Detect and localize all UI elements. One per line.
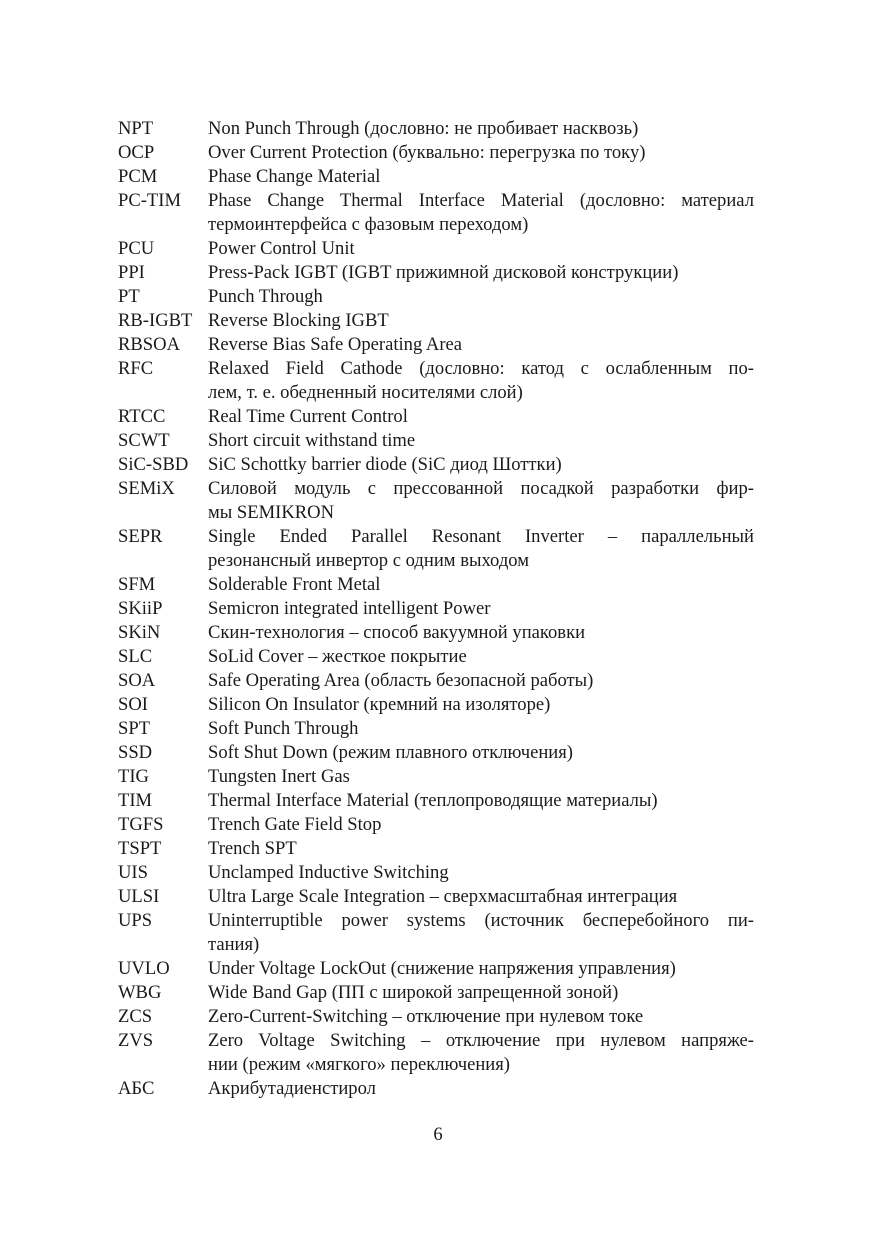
abbreviation-definition bbox=[208, 237, 754, 261]
abbreviation-term: SiC-SBD bbox=[118, 454, 189, 475]
abbreviation-entry bbox=[118, 1077, 754, 1101]
abbreviation-definition bbox=[208, 477, 754, 525]
definition-line: Uninterruptible power systems (источник бесперебойного пи- bbox=[208, 910, 754, 931]
abbreviation-definition bbox=[208, 165, 754, 189]
abbreviation-definition bbox=[208, 837, 754, 861]
definition-line: Trench Gate Field Stop bbox=[208, 814, 382, 835]
definition-line: Tungsten Inert Gas bbox=[208, 766, 350, 787]
abbreviation-entry bbox=[118, 861, 754, 885]
definition-line: термоинтерфейса с фазовым переходом) bbox=[208, 214, 529, 235]
definition-line: SoLid Cover – жесткое покрытие bbox=[208, 646, 467, 667]
definition-line: Short circuit withstand time bbox=[208, 430, 416, 451]
abbreviation-term: ZVS bbox=[118, 1030, 154, 1051]
definition-line: Solderable Front Metal bbox=[208, 574, 381, 595]
abbreviation-definition bbox=[208, 333, 754, 357]
definition-line: Thermal Interface Material (теплопроводящие материалы) bbox=[208, 790, 658, 811]
definition-line: Zero-Current-Switching – отключение при нулевом токе bbox=[208, 1006, 644, 1027]
abbreviation-definition bbox=[208, 573, 754, 597]
abbreviation-definition bbox=[208, 597, 754, 621]
abbreviation-entry bbox=[118, 429, 754, 453]
abbreviation-definition bbox=[208, 885, 754, 909]
abbreviation-entry bbox=[118, 285, 754, 309]
definition-line: Reverse Blocking IGBT bbox=[208, 310, 389, 331]
definition-line: Safe Operating Area (область безопасной работы) bbox=[208, 670, 594, 691]
abbreviation-term: SPT bbox=[118, 718, 151, 739]
abbreviation-term: NPT bbox=[118, 118, 154, 139]
abbreviation-term: SEPR bbox=[118, 526, 163, 547]
abbreviation-entry bbox=[118, 165, 754, 189]
abbreviation-definition bbox=[208, 405, 754, 429]
definition-line: Soft Punch Through bbox=[208, 718, 359, 739]
abbreviation-term: ZCS bbox=[118, 1006, 153, 1027]
abbreviation-entry bbox=[118, 837, 754, 861]
abbreviation-definition bbox=[208, 429, 754, 453]
definition-line: нии (режим «мягкого» переключения) bbox=[208, 1054, 510, 1075]
abbreviation-definition bbox=[208, 453, 754, 477]
abbreviation-entry bbox=[118, 813, 754, 837]
abbreviation-definition bbox=[208, 117, 754, 141]
abbreviation-entry bbox=[118, 237, 754, 261]
definition-line: Wide Band Gap (ПП с широкой запрещенной зоной) bbox=[208, 982, 619, 1003]
abbreviation-term: RB-IGBT bbox=[118, 310, 193, 331]
abbreviation-entry bbox=[118, 357, 754, 405]
abbreviation-term: WBG bbox=[118, 982, 162, 1003]
abbreviation-definition bbox=[208, 261, 754, 285]
abbreviation-term: TSPT bbox=[118, 838, 162, 859]
abbreviation-definition bbox=[208, 1005, 754, 1029]
abbreviation-definition bbox=[208, 645, 754, 669]
abbreviation-entry bbox=[118, 957, 754, 981]
abbreviation-definition bbox=[208, 789, 754, 813]
definition-line: лем, т. е. обедненный носителями слой) bbox=[208, 382, 523, 403]
definition-line: Reverse Bias Safe Operating Area bbox=[208, 334, 463, 355]
abbreviation-definition bbox=[208, 309, 754, 333]
abbreviation-term: SSD bbox=[118, 742, 153, 763]
abbreviation-entry bbox=[118, 597, 754, 621]
abbreviation-term: SFM bbox=[118, 574, 156, 595]
abbreviation-term: SLC bbox=[118, 646, 153, 667]
abbreviation-term: TGFS bbox=[118, 814, 164, 835]
abbreviation-definition bbox=[208, 909, 754, 957]
abbreviation-definition bbox=[208, 693, 754, 717]
abbreviation-definition bbox=[208, 189, 754, 237]
abbreviation-definition bbox=[208, 957, 754, 981]
abbreviation-term: АБС bbox=[118, 1078, 155, 1099]
abbreviation-entry bbox=[118, 765, 754, 789]
abbreviation-entry bbox=[118, 189, 754, 237]
abbreviation-entry bbox=[118, 789, 754, 813]
abbreviation-definition bbox=[208, 717, 754, 741]
abbreviation-term: SKiN bbox=[118, 622, 161, 643]
abbreviation-term: TIG bbox=[118, 766, 149, 787]
abbreviation-term: PPI bbox=[118, 262, 145, 283]
abbreviation-definition bbox=[208, 813, 754, 837]
abbreviation-definition bbox=[208, 741, 754, 765]
definition-line: тания) bbox=[208, 934, 260, 955]
abbreviation-term: RFC bbox=[118, 358, 154, 379]
definition-line: резонансный инвертор с одним выходом bbox=[208, 550, 529, 571]
definition-line: SiC Schottky barrier diode (SiC диод Шоттки) bbox=[208, 454, 562, 475]
abbreviation-entry bbox=[118, 1005, 754, 1029]
abbreviation-definition bbox=[208, 669, 754, 693]
abbreviation-entry bbox=[118, 693, 754, 717]
definition-line: Non Punch Through (дословно: не пробивает насквозь) bbox=[208, 118, 639, 139]
definition-line: Акрибутадиенстирол bbox=[208, 1078, 376, 1099]
abbreviation-term: PCM bbox=[118, 166, 158, 187]
abbreviation-list bbox=[118, 117, 754, 1101]
definition-line: Силовой модуль с прессованной посадкой разработки фир- bbox=[208, 478, 754, 499]
abbreviation-term: SEMiX bbox=[118, 478, 175, 499]
definition-line: Unclamped Inductive Switching bbox=[208, 862, 449, 883]
abbreviation-entry bbox=[118, 309, 754, 333]
abbreviation-definition bbox=[208, 1077, 754, 1101]
definition-line: Single Ended Parallel Resonant Inverter – параллельный bbox=[208, 526, 754, 547]
abbreviation-term: TIM bbox=[118, 790, 153, 811]
abbreviation-entry bbox=[118, 741, 754, 765]
definition-line: мы SEMIKRON bbox=[208, 502, 335, 523]
abbreviation-term: RTCC bbox=[118, 406, 166, 427]
definition-line: Zero Voltage Switching – отключение при нулевом напряже- bbox=[208, 1030, 754, 1051]
abbreviation-term: UIS bbox=[118, 862, 148, 883]
abbreviation-definition bbox=[208, 981, 754, 1005]
abbreviation-definition bbox=[208, 357, 754, 405]
definition-line: Over Current Protection (буквально: перегрузка по току) bbox=[208, 142, 646, 163]
abbreviation-entry bbox=[118, 117, 754, 141]
definition-line: Press-Pack IGBT (IGBT прижимной дисковой конструкции) bbox=[208, 262, 679, 283]
abbreviation-definition bbox=[208, 285, 754, 309]
abbreviation-entry bbox=[118, 909, 754, 957]
definition-line: Relaxed Field Cathode (дословно: катод с ослабленным по- bbox=[208, 358, 754, 379]
abbreviation-entry bbox=[118, 1029, 754, 1077]
definition-line: Silicon On Insulator (кремний на изоляторе) bbox=[208, 694, 551, 715]
abbreviation-term: PCU bbox=[118, 238, 155, 259]
abbreviation-entry bbox=[118, 453, 754, 477]
definition-line: Soft Shut Down (режим плавного отключения) bbox=[208, 742, 573, 763]
abbreviation-entry bbox=[118, 333, 754, 357]
abbreviation-term: RBSOA bbox=[118, 334, 181, 355]
abbreviation-entry bbox=[118, 405, 754, 429]
abbreviation-entry bbox=[118, 141, 754, 165]
abbreviation-entry bbox=[118, 669, 754, 693]
abbreviation-entry bbox=[118, 717, 754, 741]
abbreviation-entry bbox=[118, 525, 754, 573]
definition-line: Скин-технология – способ вакуумной упаковки bbox=[208, 622, 586, 643]
abbreviation-term: UPS bbox=[118, 910, 153, 931]
definition-line: Power Control Unit bbox=[208, 238, 355, 259]
definition-line: Real Time Current Control bbox=[208, 406, 408, 427]
abbreviation-entry bbox=[118, 477, 754, 525]
definition-line: Semicron integrated intelligent Power bbox=[208, 598, 491, 619]
abbreviation-definition bbox=[208, 141, 754, 165]
definition-line: Trench SPT bbox=[208, 838, 297, 859]
abbreviation-term: SOI bbox=[118, 694, 148, 715]
abbreviation-definition bbox=[208, 765, 754, 789]
abbreviation-term: OCP bbox=[118, 142, 155, 163]
abbreviation-term: UVLO bbox=[118, 958, 170, 979]
definition-line: Phase Change Material bbox=[208, 166, 381, 187]
abbreviation-definition bbox=[208, 861, 754, 885]
abbreviation-term: SOA bbox=[118, 670, 156, 691]
abbreviation-entry bbox=[118, 621, 754, 645]
abbreviation-term: ULSI bbox=[118, 886, 160, 907]
abbreviation-definition bbox=[208, 1029, 754, 1077]
abbreviation-term: SCWT bbox=[118, 430, 170, 451]
abbreviation-definition bbox=[208, 621, 754, 645]
definition-line: Punch Through bbox=[208, 286, 323, 307]
abbreviation-entry bbox=[118, 645, 754, 669]
definition-line: Ultra Large Scale Integration – сверхмасштабная интеграция bbox=[208, 886, 678, 907]
page-number: 6 bbox=[433, 1124, 443, 1145]
abbreviation-definition bbox=[208, 525, 754, 573]
abbreviation-entry bbox=[118, 885, 754, 909]
abbreviation-entry bbox=[118, 981, 754, 1005]
abbreviation-term: PT bbox=[118, 286, 140, 307]
abbreviation-entry bbox=[118, 261, 754, 285]
abbreviation-term: SKiiP bbox=[118, 598, 163, 619]
definition-line: Phase Change Thermal Interface Material (дословно: материал bbox=[208, 190, 754, 211]
definition-line: Under Voltage LockOut (снижение напряжения управления) bbox=[208, 958, 676, 979]
abbreviation-entry bbox=[118, 573, 754, 597]
abbreviation-term: PC-TIM bbox=[118, 190, 182, 211]
